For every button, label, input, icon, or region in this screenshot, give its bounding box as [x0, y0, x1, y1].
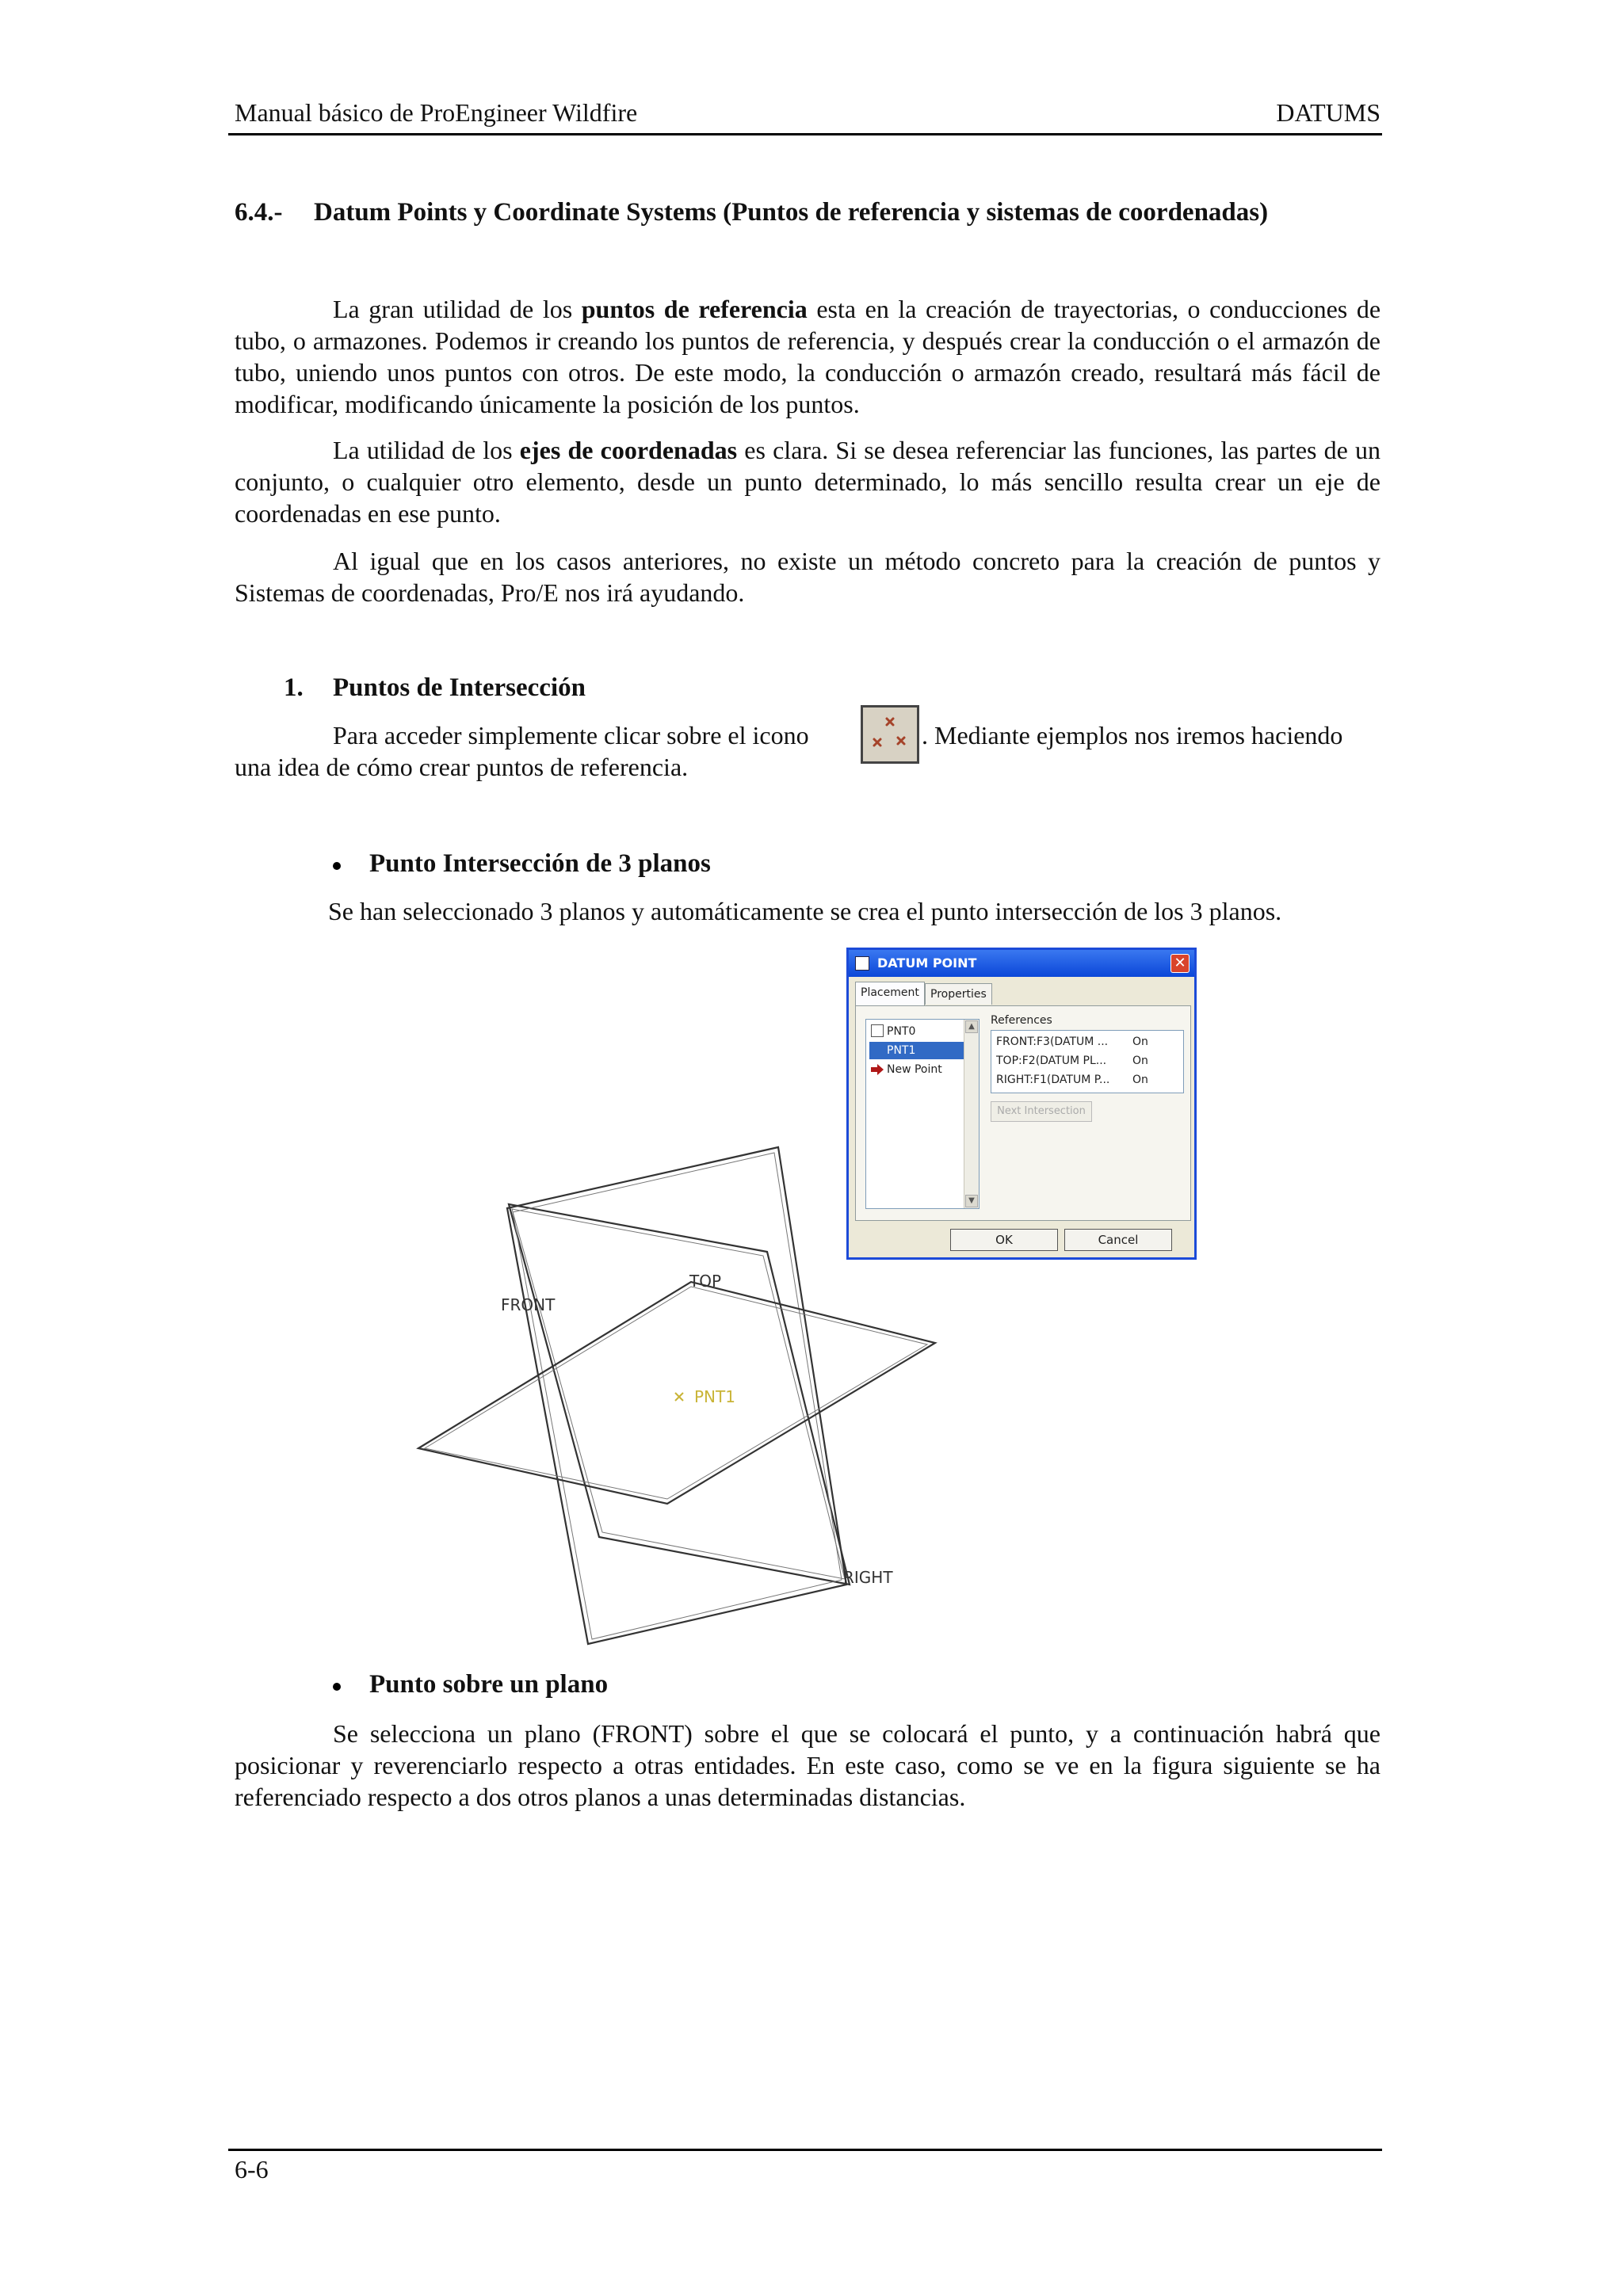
red-arrow-icon	[871, 1064, 884, 1075]
checkbox[interactable]	[871, 1024, 884, 1037]
reference-row-front[interactable]: FRONT:F3(DATUM ... On	[996, 1035, 1148, 1048]
list-item-pnt1[interactable]: PNT1	[869, 1042, 966, 1059]
ok-button[interactable]: OK	[950, 1229, 1058, 1251]
references-list[interactable]	[991, 1030, 1184, 1093]
top-plane	[418, 1282, 935, 1504]
next-intersection-button[interactable]: Next Intersection	[991, 1101, 1092, 1122]
bullet-dot	[333, 862, 341, 870]
top-plane-label: TOP	[689, 1272, 722, 1291]
tab-placement[interactable]: Placement	[855, 982, 925, 1006]
item1-text-line2: una idea de cómo crear puntos de referencia.	[235, 753, 689, 781]
header-title: Manual básico de ProEngineer Wildfire	[235, 98, 638, 127]
item1-text-a: Para acceder simplemente clicar sobre el icono	[333, 721, 809, 749]
section-title: Datum Points y Coordinate Systems (Puntos de referencia y sistemas de coordenadas)	[314, 198, 1269, 227]
scroll-up-icon[interactable]: ▲	[965, 1020, 978, 1033]
dialog-titlebar	[849, 950, 1194, 977]
header-section: DATUMS	[1276, 98, 1381, 127]
reference-row-right[interactable]: RIGHT:F1(DATUM P... On	[996, 1074, 1148, 1086]
bullet1-text: Se han seleccionado 3 planos y automáticamente se crea el punto intersección de los 3 planos.	[328, 897, 1282, 925]
pnt1-label: PNT1	[694, 1387, 735, 1406]
reference-row-top[interactable]: TOP:F2(DATUM PL... On	[996, 1055, 1148, 1067]
list-item-pnt0[interactable]: PNT0	[869, 1023, 915, 1040]
list-item-new-point[interactable]: New Point	[869, 1061, 942, 1078]
tab-properties[interactable]: Properties	[925, 983, 992, 1005]
placement-panel	[855, 1005, 1191, 1221]
close-icon[interactable]: ✕	[1170, 954, 1190, 973]
bullet-dot	[333, 1683, 341, 1691]
item1-text-b: . Mediante ejemplos nos iremos haciendo	[922, 721, 1343, 749]
header-rule	[228, 133, 1382, 135]
paragraph-1: La gran utilidad de los puntos de referencia esta en la creación de trayectorias, o conducciones de tubo, o armazones. Podemos ir creando los puntos de referencia, y después crear la conducción o el armazón de tubo, uniendo unos puntos con otros. De este modo, la conducción o armazón creado, resultará más fácil de modificar, modificando únicamente la posición de los puntos.	[235, 295, 1381, 418]
section-number: 6.4.-	[235, 198, 283, 227]
footer-rule	[228, 2149, 1382, 2151]
list-scrollbar[interactable]	[964, 1020, 979, 1208]
datum-point-tool-icon[interactable]	[861, 705, 919, 764]
item1-title: Puntos de Intersección	[333, 673, 586, 702]
page-number: 6-6	[235, 2155, 269, 2183]
bullet2-title: Punto sobre un plano	[369, 1670, 609, 1699]
references-label: References	[991, 1014, 1052, 1027]
scroll-down-icon[interactable]: ▼	[965, 1195, 978, 1207]
datum-point-dialog	[846, 948, 1197, 1260]
bullet1-title: Punto Intersección de 3 planos	[369, 849, 711, 878]
front-plane-label: FRONT	[501, 1295, 556, 1314]
item1-number: 1.	[284, 673, 304, 702]
cancel-button[interactable]: Cancel	[1064, 1229, 1172, 1251]
bullet2-text: Se selecciona un plano (FRONT) sobre el que se colocará el punto, y a continuación habrá que posicionar y reverenciarlo respecto a otras entidades. En este caso, como se ve en la figura siguiente se ha referenciado respecto a dos otros planos a unas determinadas distancias.	[235, 1719, 1381, 1811]
dialog-title: DATUM POINT	[877, 955, 977, 971]
dialog-app-icon	[855, 956, 869, 971]
right-plane-label: RIGHT	[843, 1568, 893, 1587]
paragraph-3: Al igual que en los casos anteriores, no existe un método concreto para la creación de puntos y Sistemas de coordenadas, Pro/E nos irá ayudando.	[235, 547, 1381, 607]
paragraph-2: La utilidad de los ejes de coordenadas es clara. Si se desea referenciar las funciones, las partes de un conjunto, o cualquier otro elemento, desde un punto determinado, lo más sencillo resulta crear un eje de coordenadas en ese punto.	[235, 436, 1381, 528]
datum-point-list[interactable]	[865, 1019, 980, 1209]
